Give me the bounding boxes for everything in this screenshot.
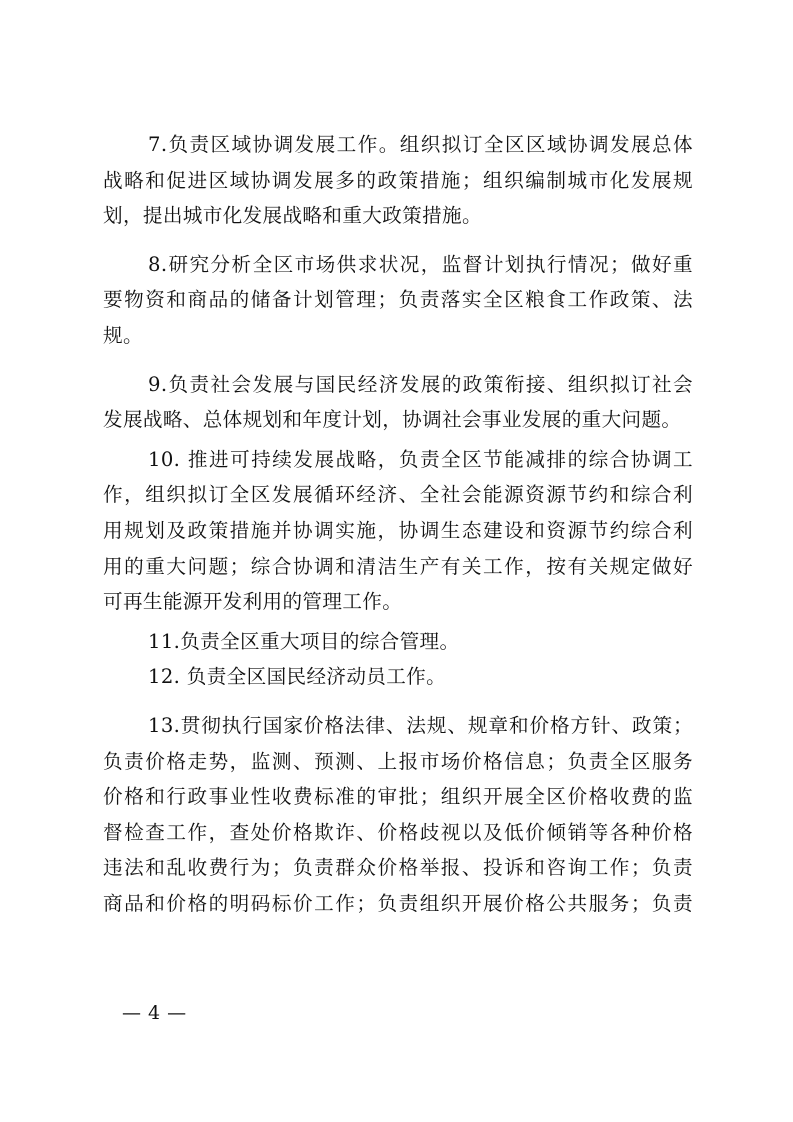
paragraph-10-line-3: 用规划及政策措施并协调实施，协调生态建设和资源节约综合利	[103, 518, 693, 542]
paragraph-10	[103, 442, 693, 620]
paragraph-10-line-5: 可再生能源开发利用的管理工作。	[103, 590, 403, 614]
paragraph-10-line-1: 10. 推进可持续发展战略，负责全区节能减排的综合协调工	[148, 447, 693, 471]
paragraph-13-line-2: 负责价格走势，监测、预测、上报市场价格信息；负责全区服务	[103, 749, 693, 773]
paragraph-13-line-1: 13.贯彻执行国家价格法律、法规、规章和价格方针、政策；	[148, 713, 693, 737]
paragraph-9-line-1: 9.负责社会发展与国民经济发展的政策衔接、组织拟订社会	[148, 372, 693, 396]
paragraph-7-line-3: 划，提出城市化发展战略和重大政策措施。	[103, 204, 482, 228]
paragraph-11	[103, 624, 693, 660]
paragraph-10-line-4: 用的重大问题；综合协调和清洁生产有关工作，按有关规定做好	[103, 554, 693, 578]
paragraph-8	[103, 247, 693, 354]
paragraph-9	[103, 367, 693, 438]
paragraph-13-line-5: 违法和乱收费行为；负责群众价格举报、投诉和咨询工作；负责	[103, 856, 693, 880]
paragraph-7-line-1: 7.负责区域协调发展工作。组织拟订全区区域协调发展总体	[148, 133, 693, 156]
paragraph-9-line-2: 发展战略、总体规划和年度计划，协调社会事业发展的重大问题。	[103, 408, 682, 432]
paragraph-8-line-3: 规。	[103, 323, 143, 347]
paragraph-7	[103, 127, 693, 234]
paragraph-8-line-1: 8.研究分析全区市场供求状况，监督计划执行情况；做好重	[148, 252, 693, 276]
document-body	[103, 127, 693, 921]
paragraph-8-line-2: 要物资和商品的储备计划管理；负责落实全区粮食工作政策、法	[103, 288, 693, 312]
paragraph-13	[103, 708, 693, 922]
paragraph-12-line-1: 12. 负责全区国民经济动员工作。	[148, 665, 447, 689]
paragraph-13-line-4: 督检查工作，查处价格欺诈、价格歧视以及低价倾销等各种价格	[103, 820, 693, 844]
paragraph-10-line-2: 作，组织拟订全区发展循环经济、全社会能源资源节约和综合利	[103, 483, 693, 507]
page-number: — 4 —	[122, 1002, 187, 1024]
paragraph-11-line-1: 11.负责全区重大项目的综合管理。	[148, 629, 460, 653]
paragraph-7-line-2: 战略和促进区域协调发展多的政策措施；组织编制城市化发展规	[103, 168, 693, 192]
paragraph-13-line-6: 商品和价格的明码标价工作；负责组织开展价格公共服务；负责	[103, 891, 693, 915]
paragraph-13-line-3: 价格和行政事业性收费标准的审批；组织开展全区价格收费的监	[103, 785, 693, 809]
paragraph-12	[103, 659, 693, 695]
